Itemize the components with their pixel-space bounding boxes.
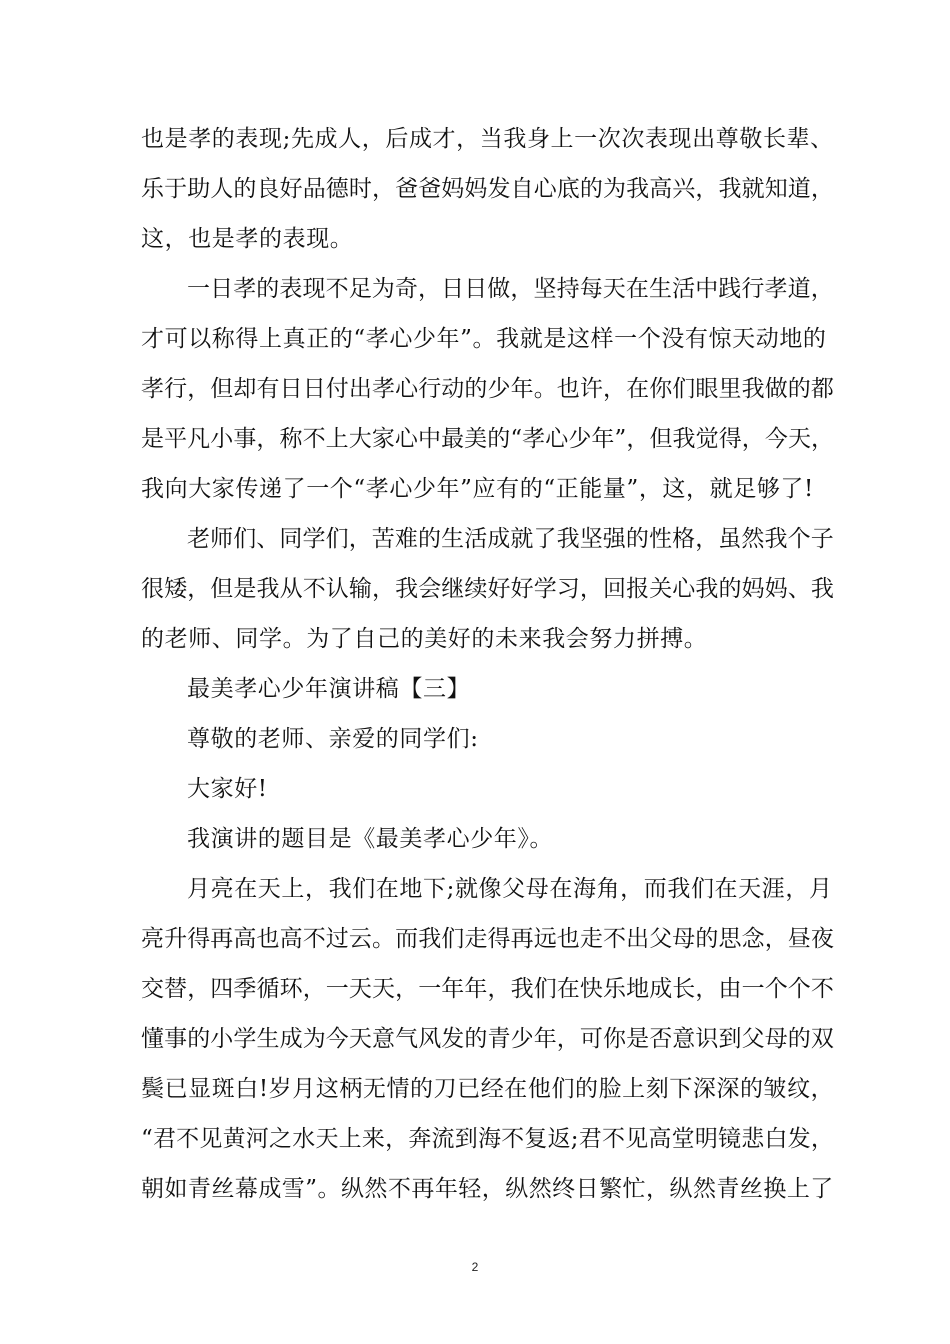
greeting: 大家好!	[187, 776, 268, 802]
text-line: 亮升得再高也高不过云。而我们走得再远也走不出父母的思念，昼夜	[141, 926, 834, 952]
paragraph-first-line: 月亮在天上，我们在地下;就像父母在海角，而我们在天涯，月	[187, 876, 833, 902]
text-line: 很矮，但是我从不认输，我会继续好好学习，回报关心我的妈妈、我	[141, 576, 834, 602]
text-line: 懂事的小学生成为今天意气风发的青少年，可你是否意识到父母的双	[141, 1026, 834, 1052]
text-line: 的老师、同学。为了自己的美好的未来我会努力拼搏。	[141, 626, 708, 652]
page-number: 2	[471, 1260, 479, 1274]
section-heading: 最美孝心少年演讲稿【三】	[187, 676, 471, 702]
text-line: 乐于助人的良好品德时，爸爸妈妈发自心底的为我高兴，我就知道，	[141, 176, 834, 202]
paragraph-first-line: 老师们、同学们，苦难的生活成就了我坚强的性格，虽然我个子	[187, 526, 834, 552]
text-line: 交替，四季循环，一天天，一年年，我们在快乐地成长，由一个个不	[141, 976, 834, 1002]
text-line: 才可以称得上真正的“孝心少年”。我就是这样一个没有惊天动地的	[141, 326, 827, 352]
text-line: 我向大家传递了一个“孝心少年”应有的“正能量”，这，就足够了!	[141, 476, 814, 502]
text-line: 这，也是孝的表现。	[141, 226, 354, 252]
paragraph-first-line: 一日孝的表现不足为奇，日日做，坚持每天在生活中践行孝道，	[187, 276, 834, 302]
text-line: 朝如青丝幕成雪”。纵然不再年轻，纵然终日繁忙，纵然青丝换上了	[141, 1176, 834, 1202]
speech-topic: 我演讲的题目是《最美孝心少年》。	[187, 826, 554, 852]
text-line: 是平凡小事，称不上大家心中最美的“孝心少年”，但我觉得，今天，	[141, 426, 835, 452]
text-line: 鬓已显斑白!岁月这柄无情的刀已经在他们的脸上刻下深深的皱纹，	[141, 1076, 835, 1102]
salutation: 尊敬的老师、亲爱的同学们:	[187, 726, 479, 752]
text-line: “君不见黄河之水天上来，奔流到海不复返;君不见高堂明镜悲白发，	[141, 1126, 835, 1152]
text-line: 也是孝的表现;先成人，后成才，当我身上一次次表现出尊敬长辈、	[141, 126, 834, 152]
text-line: 孝行，但却有日日付出孝心行动的少年。也许，在你们眼里我做的都	[141, 376, 834, 402]
